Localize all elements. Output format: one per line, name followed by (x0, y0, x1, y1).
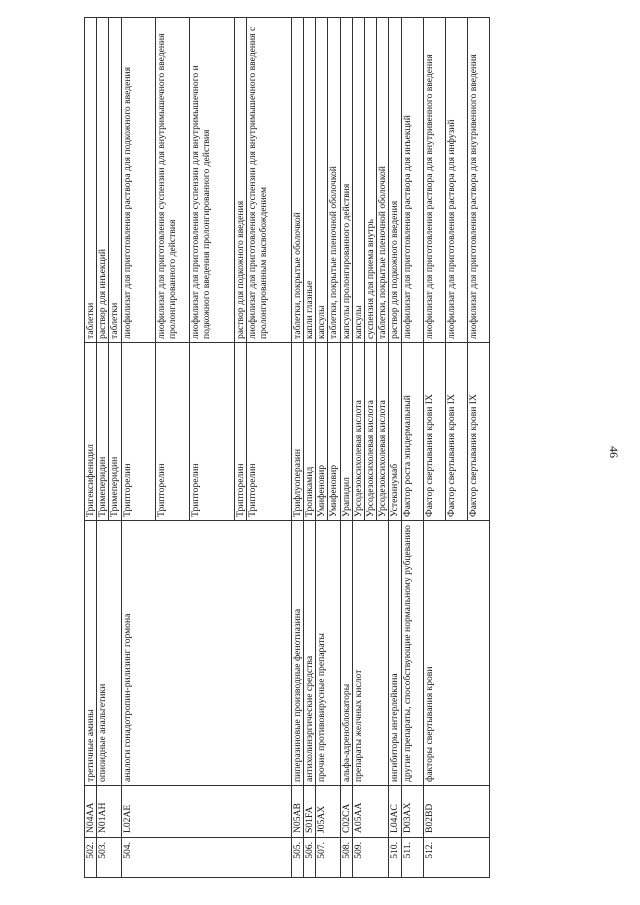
pharmacological-group-cell: альфа-адреноблокаторы (340, 521, 352, 786)
table-row (234, 18, 246, 878)
drug-name-cell: Умифеновир (328, 343, 340, 521)
pharmacological-group-cell (377, 521, 389, 786)
atc-code-cell: L02AE (121, 786, 155, 838)
atc-code-cell: C02CA (340, 786, 352, 838)
dosage-form-cell: раствор для подкожного введения (389, 18, 401, 343)
dosage-form-cell: лиофилизат для приготовления суспензии для внутримышечного введения пролонгированного действия (155, 18, 189, 343)
pharmacological-group-cell: ингибиторы интерлейкина (389, 521, 401, 786)
row-number-cell (189, 838, 234, 878)
atc-code-cell: N05AB (291, 786, 303, 838)
pharmacological-group-cell: аналоги гонадотропин-рилизинг гормона (121, 521, 155, 786)
drug-name-cell: Фактор свертывания крови IX (423, 343, 445, 521)
row-number-cell: 503. (97, 838, 109, 878)
row-number-cell: 509. (352, 838, 364, 878)
dosage-form-cell: капсулы пролонгированного действия (340, 18, 352, 343)
table-row (340, 18, 352, 878)
dosage-form-cell: суспензия для приема внутрь (365, 18, 377, 343)
atc-code-cell (445, 786, 467, 838)
table-row (189, 18, 234, 878)
drug-name-cell: Урсодезоксихолевая кислота (365, 343, 377, 521)
table-row (377, 18, 389, 878)
drug-name-cell: Фактор свертывания крови IX (445, 343, 467, 521)
row-number-cell: 510. (389, 838, 401, 878)
dosage-form-cell: капсулы (352, 18, 364, 343)
pharmacological-group-cell (189, 521, 234, 786)
page-number: 46 (607, 446, 621, 458)
table-row (155, 18, 189, 878)
row-number-cell (365, 838, 377, 878)
atc-code-cell: B02BD (423, 786, 445, 838)
drug-name-cell: Трипторелин (121, 343, 155, 521)
dosage-form-cell: лиофилизат для приготовления суспензии для внутримышечного введения с пролонгированным высвобождением (246, 18, 291, 343)
pharmacological-group-cell (445, 521, 467, 786)
drug-name-cell: Трипторелин (246, 343, 291, 521)
drug-name-cell: Тригексифенидил (85, 343, 97, 521)
dosage-form-cell: лиофилизат для приготовления раствора для инъекций (401, 18, 423, 343)
pharmacological-group-cell: препараты желчных кислот (352, 521, 364, 786)
table-row (328, 18, 340, 878)
atc-code-cell: L04AC (389, 786, 401, 838)
pharmacological-group-cell: антихолинэргические средства (304, 521, 316, 786)
rotated-table-container (84, 18, 519, 878)
dosage-form-cell: раствор для инъекций (97, 18, 109, 343)
pharmacological-group-cell (365, 521, 377, 786)
dosage-form-cell: таблетки, покрытые оболочкой (291, 18, 303, 343)
table-row (423, 18, 445, 878)
row-number-cell: 512. (423, 838, 445, 878)
dosage-form-cell: капсулы (316, 18, 328, 343)
row-number-cell (234, 838, 246, 878)
table-row (291, 18, 303, 878)
row-number-cell (246, 838, 291, 878)
pharmacological-group-cell (328, 521, 340, 786)
table-row (121, 18, 155, 878)
table-row (316, 18, 328, 878)
pharmacological-group-cell (467, 521, 489, 786)
pharmacological-group-cell (246, 521, 291, 786)
drug-name-cell: Трипторелин (234, 343, 246, 521)
atc-code-cell (155, 786, 189, 838)
drug-name-cell: Трипторелин (155, 343, 189, 521)
drug-name-cell: Урапидил (340, 343, 352, 521)
atc-code-cell (377, 786, 389, 838)
table-row (304, 18, 316, 878)
dosage-form-cell: таблетки (109, 18, 121, 343)
drug-table (84, 17, 490, 878)
pharmacological-group-cell: прочие противовирусные препараты (316, 521, 328, 786)
row-number-cell: 502. (85, 838, 97, 878)
row-number-cell (109, 838, 121, 878)
atc-code-cell (328, 786, 340, 838)
row-number-cell: 505. (291, 838, 303, 878)
row-number-cell: 507. (316, 838, 328, 878)
atc-code-cell: A05AA (352, 786, 364, 838)
atc-code-cell: N04AA (85, 786, 97, 838)
table-row (445, 18, 467, 878)
table-row (85, 18, 97, 878)
atc-code-cell (189, 786, 234, 838)
drug-name-cell: Умифеновир (316, 343, 328, 521)
drug-name-cell: Урсодезоксихолевая кислота (352, 343, 364, 521)
row-number-cell (377, 838, 389, 878)
atc-code-cell (246, 786, 291, 838)
dosage-form-cell: раствор для подкожного введения (234, 18, 246, 343)
dosage-form-cell: таблетки, покрытые пленочной оболочкой (328, 18, 340, 343)
dosage-form-cell: лиофилизат для приготовления суспензии для внутримышечного и подкожного введения пролонгированного действия (189, 18, 234, 343)
table-row (352, 18, 364, 878)
drug-table-body (85, 18, 490, 878)
row-number-cell: 506. (304, 838, 316, 878)
table-row (109, 18, 121, 878)
pharmacological-group-cell (155, 521, 189, 786)
atc-code-cell: J05AX (316, 786, 328, 838)
atc-code-cell (365, 786, 377, 838)
row-number-cell: 511. (401, 838, 423, 878)
table-row (467, 18, 489, 878)
dosage-form-cell: лиофилизат для приготовления раствора для подкожного введения (121, 18, 155, 343)
table-row (246, 18, 291, 878)
pharmacological-group-cell: другие препараты, способствующие нормальному рубцеванию (401, 521, 423, 786)
row-number-cell (467, 838, 489, 878)
drug-name-cell: Тримеперидин (97, 343, 109, 521)
dosage-form-cell: капли глазные (304, 18, 316, 343)
pharmacological-group-cell: факторы свертывания крови (423, 521, 445, 786)
dosage-form-cell: лиофилизат для приготовления раствора для инфузий (445, 18, 467, 343)
row-number-cell (328, 838, 340, 878)
drug-name-cell: Тримеперидин (109, 343, 121, 521)
table-row (401, 18, 423, 878)
drug-name-cell: Трипторелин (189, 343, 234, 521)
atc-code-cell (234, 786, 246, 838)
dosage-form-cell: лиофилизат для приготовления раствора для внутривенного введения (423, 18, 445, 343)
dosage-form-cell: таблетки, покрытые пленочной оболочкой (377, 18, 389, 343)
drug-name-cell: Фактор свертывания крови IX (467, 343, 489, 521)
table-row (97, 18, 109, 878)
row-number-cell: 504. (121, 838, 155, 878)
atc-code-cell: S01FA (304, 786, 316, 838)
drug-name-cell: Тропикамид (304, 343, 316, 521)
row-number-cell: 508. (340, 838, 352, 878)
drug-name-cell: Фактор роста эпидермальный (401, 343, 423, 521)
row-number-cell (155, 838, 189, 878)
atc-code-cell (109, 786, 121, 838)
pharmacological-group-cell (109, 521, 121, 786)
table-row (365, 18, 377, 878)
pharmacological-group-cell: пиперазиновые производные фенотиазина (291, 521, 303, 786)
pharmacological-group-cell: опиоидные анальгетики (97, 521, 109, 786)
drug-name-cell: Устекинумаб (389, 343, 401, 521)
table-row (389, 18, 401, 878)
atc-code-cell: D03AX (401, 786, 423, 838)
atc-code-cell: N01AH (97, 786, 109, 838)
drug-name-cell: Трифлуоперазин (291, 343, 303, 521)
dosage-form-cell: таблетки (85, 18, 97, 343)
drug-name-cell: Урсодезоксихолевая кислота (377, 343, 389, 521)
pharmacological-group-cell (234, 521, 246, 786)
dosage-form-cell: лиофилизат для приготовления раствора для внутривенного введения (467, 18, 489, 343)
pharmacological-group-cell: третичные амины (85, 521, 97, 786)
atc-code-cell (467, 786, 489, 838)
row-number-cell (445, 838, 467, 878)
